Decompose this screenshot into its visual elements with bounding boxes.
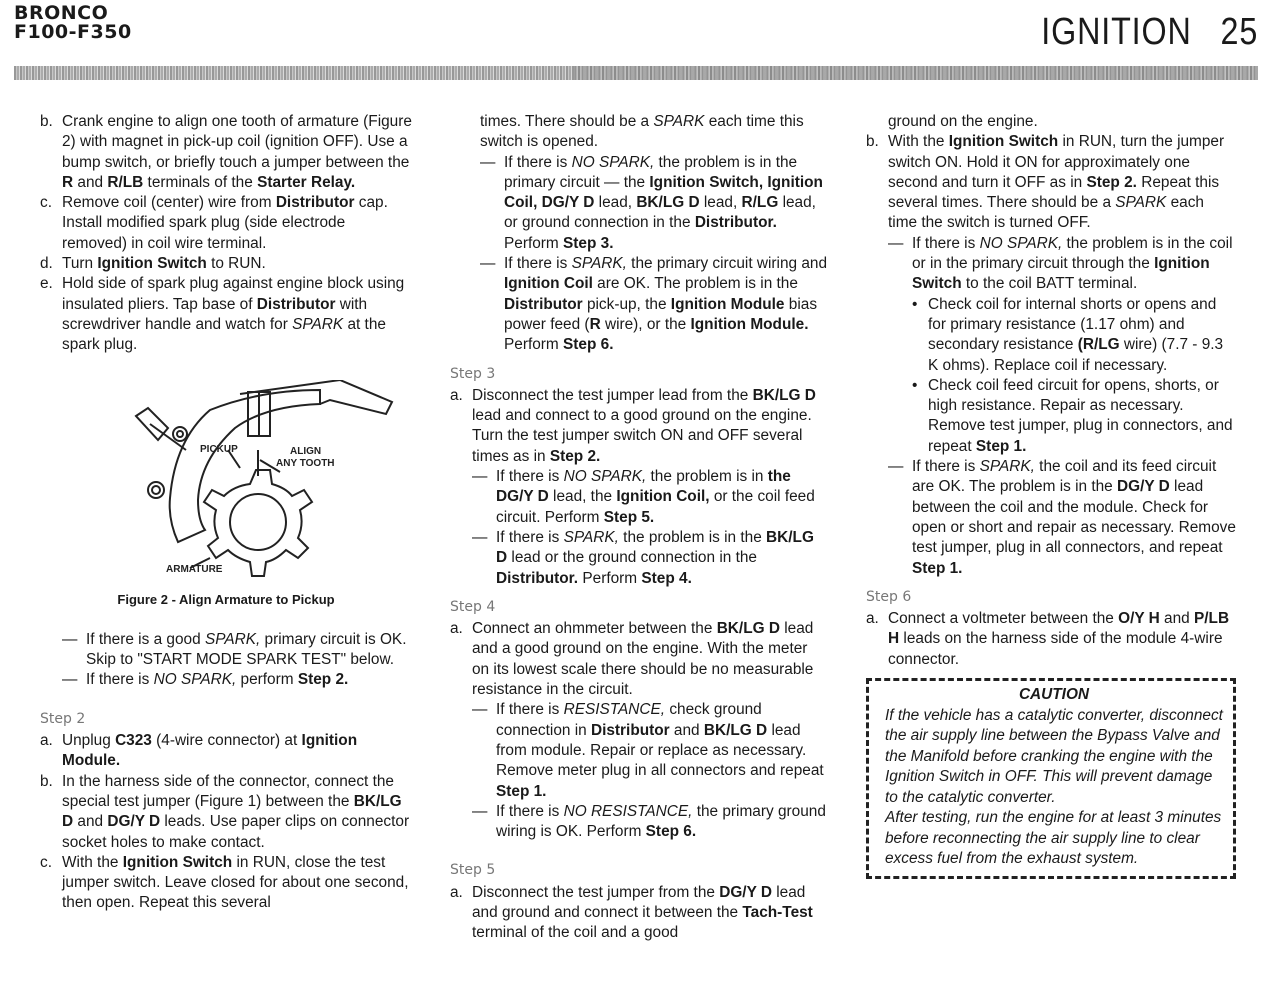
text: the primary circuit wiring and [626, 255, 828, 273]
step-ref: Step 1. [975, 437, 1027, 455]
connector-c323: C323 [115, 732, 152, 750]
item-letter: c. [40, 194, 52, 212]
no-spark: NO SPARK, [979, 234, 1063, 252]
spark: SPARK, [571, 255, 627, 273]
step-ref: Step 2. [1086, 173, 1137, 191]
item-letter: a. [450, 883, 463, 901]
ignition-coil: Ignition Coil [504, 275, 593, 293]
column-3 [866, 112, 1236, 879]
text: (4-wire connector) at [151, 732, 302, 750]
text: With the [62, 853, 123, 871]
dash-mark: — [888, 458, 904, 476]
text: Repeat this several times. There should be a [888, 173, 1220, 212]
text: wire) (7.7 - 9.3 K ohms). Replace coil if necessary. [928, 336, 1224, 374]
wire-rlg: R/LG [741, 194, 779, 212]
caution-paragraph-2: After testing, run the engine for at least 3 minutes before reconnecting the air supply line to clear excess fuel from the exhaust system. [885, 809, 1222, 868]
dash-mark: — [62, 630, 78, 648]
wire-bklgd: BK/LG D [716, 620, 780, 638]
item-letter: b. [40, 772, 53, 790]
dash-mark: — [472, 701, 488, 719]
text: Unplug [62, 732, 116, 750]
distributor: Distributor [256, 295, 336, 313]
text: primary circuit is OK. Skip to "START MODE SPARK TEST" below. [86, 630, 407, 669]
step5-item-a [450, 883, 828, 944]
wire-dgyd: the DG/Y D [496, 468, 791, 506]
wire-bklgd: BK/LG D [496, 528, 814, 567]
wire-bklgd: BK/LG D [703, 721, 768, 739]
text: Remove coil (center) wire from [62, 194, 276, 212]
text: pick-up, the [582, 295, 671, 313]
text: terminal of the coil and a good [472, 924, 679, 942]
wire-plbh: P/LB H [888, 610, 1230, 648]
text: If there is [496, 701, 564, 719]
text: If there is [86, 671, 154, 689]
label-armature: ARMATURE [166, 563, 223, 575]
ignition-switch: Ignition Switch [912, 255, 1210, 293]
item-letter: a. [450, 386, 463, 404]
text: perform [236, 671, 298, 689]
ignition-module: Ignition Module [670, 295, 785, 313]
text: leads. Use paper clips on connector socket holes to make contact. [62, 813, 410, 851]
continued-paragraph [450, 112, 828, 153]
step-ref: Step 2. [549, 447, 601, 465]
text: or the coil feed circuit. Perform [496, 488, 815, 526]
step2-dash-1 [450, 153, 828, 254]
label-pickup: PICKUP [200, 443, 238, 455]
step-ref: Step 3. [563, 234, 614, 252]
text: lead from module. Repair or replace as necessary. Remove meter plug in all connectors and repeat [496, 721, 824, 780]
column-2 [450, 112, 828, 944]
distributor: Distributor [275, 194, 355, 212]
step-ref: Step 1. [496, 782, 547, 800]
text: and [669, 721, 704, 739]
spark: SPARK, [979, 458, 1035, 476]
step-ref: Step 1. [912, 559, 963, 577]
step1-item-e [40, 274, 412, 355]
text: Perform [578, 569, 642, 587]
step2-dash-2 [450, 254, 828, 355]
text: lead, or ground connection in the [504, 194, 816, 232]
text: If there is [912, 234, 980, 252]
text: Hold side of spark plug against engine block using insulated pliers. Tap base of [62, 275, 405, 313]
item-letter: a. [450, 620, 463, 638]
label-align: ALIGN [290, 445, 322, 457]
distributor: Distributor. [694, 214, 777, 232]
text: lead and a good ground on the engine. With the meter on its lowest scale there should be no measurable resistance in the circuit. [472, 620, 814, 699]
text: terminals of the [143, 173, 258, 191]
wire-r: R [62, 173, 74, 191]
model-line-2: F100-F350 [14, 21, 132, 43]
wire-bklgd: BK/LG D [62, 792, 402, 831]
item-letter: d. [40, 255, 53, 273]
step-3-heading: Step 3 [450, 365, 496, 382]
tach-test: Tach-Test [742, 903, 813, 921]
item-letter: e. [40, 275, 53, 293]
model-header [14, 4, 132, 42]
step3-dash-2 [450, 528, 828, 589]
text: Perform [504, 234, 564, 252]
step4-item-a [450, 619, 828, 700]
figure-caption: Figure 2 - Align Armature to Pickup [117, 591, 335, 607]
no-spark: NO SPARK, [571, 153, 655, 171]
text: Disconnect the test jumper from the [472, 883, 720, 901]
ignition-switch: Ignition Switch [97, 255, 207, 273]
label-any-tooth: ANY TOOTH [276, 457, 335, 469]
item-letter: c. [40, 853, 52, 871]
wire-r: R [589, 315, 601, 333]
spark: SPARK [653, 113, 705, 130]
step-5-heading: Step 5 [450, 862, 496, 879]
spark: SPARK, [563, 528, 619, 546]
step-ref: Step 6. [645, 823, 697, 841]
text: in RUN, turn the jumper switch ON. Hold it ON for approximately one second and turn it OFF as in [888, 133, 1225, 191]
text: each time this switch is opened. [480, 113, 804, 151]
dash-mark: — [62, 671, 78, 689]
step5-bullet-2 [866, 376, 1236, 457]
text: to the coil BATT terminal. [961, 275, 1138, 293]
step1-item-b [40, 112, 412, 193]
step-ref: Step 6. [563, 336, 614, 354]
step-2-heading: Step 2 [40, 710, 86, 727]
text: are OK. The problem is in the [592, 275, 798, 293]
bullet-mark: • [912, 295, 918, 313]
text: with screwdriver handle and watch for [62, 295, 368, 333]
step-ref: Step 4. [641, 569, 692, 587]
wire-bklgd: BK/LG D [752, 386, 816, 404]
spark: SPARK, [204, 630, 261, 648]
text: in RUN, close the test jumper switch. Leave closed for about one second, then open. Repeat this several [62, 853, 409, 912]
text: check ground connection in [496, 701, 762, 739]
text: Disconnect the test jumper lead from the [472, 386, 753, 404]
step2-item-b [40, 772, 412, 853]
text: bias power feed ( [504, 295, 818, 333]
text: Crank engine to align one tooth of armature (Figure 2) with magnet in pick-up coil (ignition OFF). Use a bump switch, or briefly touch a jumper between the [62, 113, 412, 171]
step3-item-a [450, 386, 828, 467]
text: If there is [496, 528, 564, 546]
text: If there is [504, 255, 572, 273]
item-letter: a. [40, 732, 53, 750]
text: lead, [699, 194, 742, 212]
text: the problem is in the primary circuit — the [504, 153, 798, 191]
page-number: 25 [1220, 11, 1258, 53]
model-line-1: BRONCO [14, 2, 109, 24]
ignition-coil: Ignition Coil, [616, 488, 710, 506]
text: and [73, 173, 108, 191]
no-spark: NO SPARK, [153, 671, 237, 689]
text: lead and ground and connect it between the [472, 883, 806, 921]
distributor: Distributor. [496, 569, 579, 587]
resistance: RESISTANCE, [563, 701, 666, 719]
text: lead, the [548, 488, 617, 506]
text: If there is a good [86, 630, 205, 648]
step2-item-a [40, 731, 412, 772]
armature-pickup-drawing [90, 380, 420, 580]
no-resistance: NO RESISTANCE, [563, 802, 693, 820]
step4-dash-2 [450, 802, 828, 843]
caution-title: CAUTION [1018, 686, 1090, 704]
dash-mark: — [480, 255, 496, 273]
bullet-mark: • [912, 376, 918, 394]
text: to RUN. [206, 255, 266, 273]
text: If there is [496, 468, 564, 486]
text: each time the switch is turned OFF. [888, 194, 1204, 232]
text: lead between the coil and the module. Check for open or short and repair as necessary. Remove test jumper, plug in all connectors, and repeat [912, 478, 1236, 557]
step-4-heading: Step 4 [450, 598, 496, 615]
continued-paragraph: ground on the engine. [888, 113, 1038, 130]
ignition-switch: Ignition Switch [948, 133, 1059, 151]
text: leads on the harness side of the module 4-wire connector. [888, 630, 1223, 668]
text: wire), or the [600, 315, 691, 333]
step-6-heading: Step 6 [866, 588, 912, 605]
step6-item-a [866, 609, 1236, 670]
step5-bullet-1 [866, 295, 1236, 376]
section-title: IGNITION [1041, 11, 1192, 53]
step1-item-c [40, 193, 412, 254]
wire-oyh: O/Y H [1118, 610, 1160, 628]
item-letter: b. [40, 113, 53, 130]
step5-dash-1 [866, 234, 1236, 295]
step5-dash-2 [866, 457, 1236, 579]
wire-dgyd: DG/Y D [1117, 478, 1170, 496]
text: lead, [594, 194, 637, 212]
step2-item-c [40, 853, 412, 914]
text: If there is [912, 458, 980, 476]
dash-mark: — [888, 234, 904, 252]
figure-2-diagram [90, 380, 420, 580]
text: at the spark plug. [62, 315, 386, 354]
text: Turn [62, 255, 98, 273]
step1-dash-2 [40, 670, 412, 690]
components: Ignition Switch, Ignition Coil, DG/Y D [504, 173, 823, 212]
text: times. There should be a [480, 113, 654, 130]
text: Connect an ohmmeter between the [472, 620, 717, 638]
wire-dgyd: DG/Y D [107, 813, 161, 831]
step-ref: Step 5. [603, 508, 655, 526]
column-1 [40, 112, 412, 914]
text: If there is [496, 802, 564, 820]
step5-item-b [866, 132, 1236, 233]
step1-item-d [40, 254, 412, 274]
step1-dash-1 [40, 630, 412, 671]
no-spark: NO SPARK, [563, 468, 647, 486]
text: the problem is in the [618, 528, 767, 546]
text: the primary ground wiring is OK. Perform [496, 802, 826, 841]
distributor: Distributor [590, 721, 670, 739]
ignition-switch: Ignition Switch [122, 853, 233, 871]
section-header [1041, 12, 1258, 52]
text: lead or the ground connection in the [507, 549, 757, 567]
dash-mark: — [472, 528, 488, 546]
spark: SPARK [292, 315, 344, 333]
ignition-module: Ignition Module. [690, 315, 809, 333]
dash-mark: — [472, 468, 488, 486]
wire-dgyd: DG/Y D [719, 883, 772, 901]
header-rule [14, 66, 1258, 80]
wire-rlg: (R/LG [1077, 336, 1120, 354]
distributor: Distributor [504, 295, 583, 313]
caution-paragraph-1: If the vehicle has a catalytic converter, disconnect the air supply line between the Bypass Valve and the Manifold before cranking the engine with the Ignition Switch in OFF. This will prevent damage to the catalytic converter. [885, 706, 1223, 806]
dash-mark: — [480, 153, 496, 171]
wire-bklgd: BK/LG D [636, 194, 700, 212]
text: and [1159, 610, 1195, 628]
text: lead and connect to a good ground on the engine. Turn the test jumper switch ON and OFF several times as in [472, 407, 812, 465]
item-letter: b. [866, 133, 879, 151]
text: Connect a voltmeter between the [888, 610, 1119, 628]
starter-relay: Starter Relay. [257, 173, 356, 191]
ignition-module: Ignition Module. [62, 732, 358, 770]
step4-dash-1 [450, 700, 828, 801]
item-letter: a. [866, 610, 879, 628]
text: Perform [504, 336, 564, 354]
text: the coil and its feed circuit are OK. The problem is in the [912, 458, 1217, 496]
text: If there is [504, 153, 572, 171]
spark: SPARK [1115, 194, 1167, 212]
text: the problem is in [646, 468, 768, 486]
text: cap. Install modified spark plug (side electrode removed) in coil wire terminal. [62, 194, 388, 252]
text: Check coil for internal shorts or opens and for primary resistance (1.17 ohm) and secondary resistance [928, 295, 1217, 354]
text: and [73, 813, 108, 831]
step3-dash-1 [450, 467, 828, 528]
text: With the [888, 133, 949, 151]
text: the problem is in the coil or in the primary circuit through the [912, 234, 1233, 273]
text: Check coil feed circuit for opens, shorts, or high resistance. Repair as necessary. Remove test jumper, plug in connectors, and repeat [928, 376, 1233, 455]
dash-mark: — [472, 802, 488, 820]
step-ref: Step 2. [297, 671, 349, 689]
caution-box [866, 678, 1236, 879]
wire-rlb: R/LB [107, 173, 144, 191]
text: In the harness side of the connector, connect the special test jumper (Figure 1) between the [62, 772, 394, 810]
